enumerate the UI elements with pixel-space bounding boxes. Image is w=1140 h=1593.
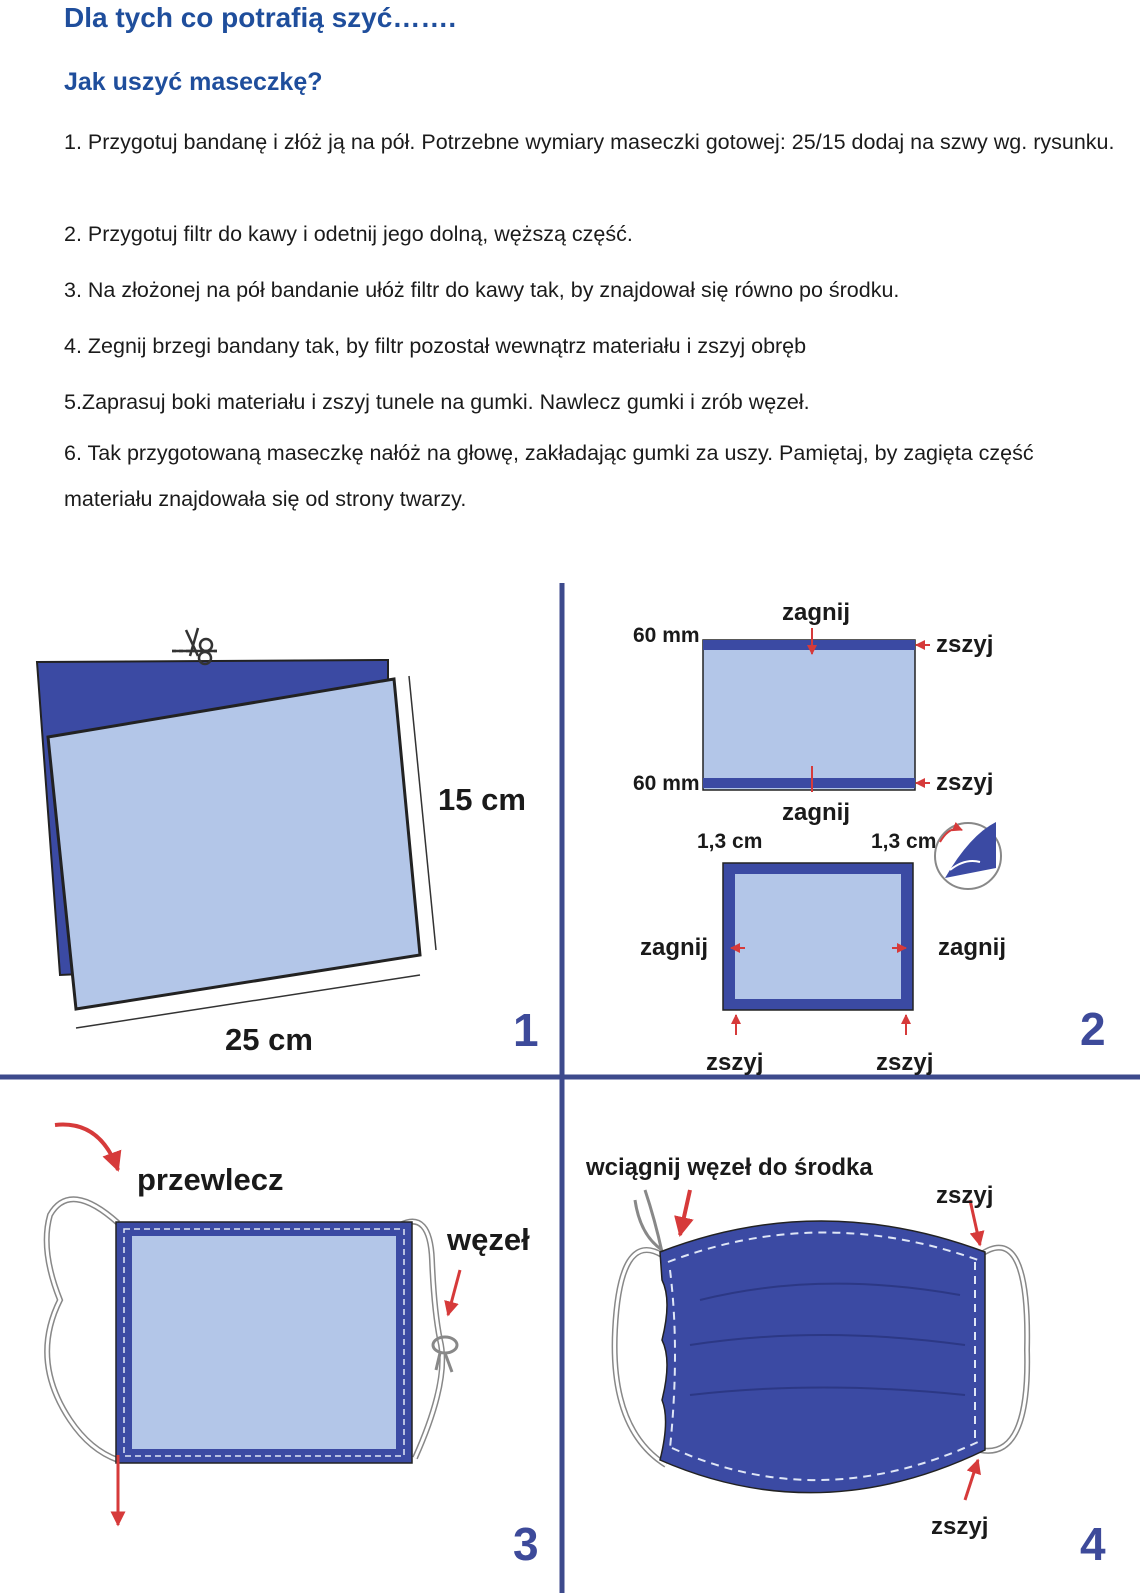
- panel-3: [47, 1125, 539, 1570]
- pull-knot-arrow: [680, 1190, 690, 1235]
- sewing-instructions-figure: [0, 580, 1140, 1593]
- side-seam-label-right: 1,3 cm: [871, 830, 937, 853]
- page-title: Dla tych co potrafią szyć…….: [64, 2, 457, 33]
- sew-label-top-right: zszyj: [936, 1182, 994, 1209]
- step-5: 5.Zaprasuj boki materiału i zszyj tunele na gumki. Nawlecz gumki i zrób węzeł.: [64, 390, 810, 414]
- sew-label-bottom: zszyj: [936, 769, 994, 796]
- panel-number-4: 4: [1080, 1518, 1106, 1570]
- fold-label-top: zagnij: [782, 599, 851, 626]
- step-1: 1. Przygotuj bandanę i złóż ją na pół. Potrzebne wymiary maseczki gotowej: 25/15 dodaj na szwy wg. rysunku.: [64, 130, 1115, 154]
- knot-tail: [635, 1190, 662, 1252]
- sew-label-left: zszyj: [706, 1049, 764, 1076]
- side-seam-label-left: 1,3 cm: [697, 830, 763, 853]
- knot-icon: [433, 1337, 457, 1372]
- step-3: 3. Na złożonej na pół bandanie ułóż filtr do kawy tak, by znajdował się równo po środku.: [64, 278, 900, 302]
- panel-number-2: 2: [1080, 1003, 1106, 1055]
- pleated-mask: [660, 1221, 985, 1493]
- panel-1: [37, 628, 539, 1057]
- seam-strip-top: [703, 640, 915, 650]
- knot-arrow: [448, 1270, 460, 1315]
- thread-arrow-top: [55, 1125, 118, 1170]
- height-label: 15 cm: [438, 782, 526, 817]
- fold-label-right: zagnij: [938, 934, 1007, 961]
- elastic-cord-left: [47, 1199, 118, 1460]
- step-6: 6. Tak przygotowaną maseczkę nałóż na głowę, zakładając gumki za uszy. Pamiętaj, by zagięta część materiału znajdowała się od strony twarzy.: [64, 441, 1034, 511]
- sew-label-bottom-right: zszyj: [931, 1513, 989, 1540]
- step-4: 4. Zegnij brzegi bandany tak, by filtr pozostał wewnątrz materiału i zszyj obręb: [64, 334, 807, 358]
- sew-label-top: zszyj: [936, 631, 994, 658]
- panel-number-3: 3: [513, 1518, 539, 1570]
- fabric-rectangle-top: [703, 640, 915, 790]
- sew-arrow-bottom-right: [965, 1460, 978, 1500]
- width-label: 25 cm: [225, 1022, 313, 1057]
- scissors-icon: [172, 628, 217, 664]
- thread-label: przewlecz: [137, 1162, 284, 1197]
- fold-detail-icon: [935, 822, 1001, 889]
- panel-4: [585, 1154, 1106, 1570]
- fold-label-bottom: zagnij: [782, 799, 851, 826]
- panel-2: [633, 599, 1106, 1076]
- panel-number-1: 1: [513, 1004, 539, 1056]
- pull-knot-label: wciągnij węzeł do środka: [586, 1154, 873, 1181]
- seam-label-bottom: 60 mm: [633, 772, 700, 795]
- mask-inner-panel: [132, 1236, 396, 1449]
- fabric-rectangle-hemmed-inner: [735, 874, 901, 999]
- folded-bandana-front: [48, 679, 420, 1009]
- page-subtitle: Jak uszyć maseczkę?: [64, 68, 323, 96]
- seam-strip-bottom: [703, 778, 915, 788]
- fold-label-left: zagnij: [640, 934, 709, 961]
- seam-label-top: 60 mm: [633, 624, 700, 647]
- step-2: 2. Przygotuj filtr do kawy i odetnij jego dolną, węższą część.: [64, 222, 633, 246]
- sew-label-right: zszyj: [876, 1049, 934, 1076]
- knot-label: węzeł: [447, 1222, 530, 1257]
